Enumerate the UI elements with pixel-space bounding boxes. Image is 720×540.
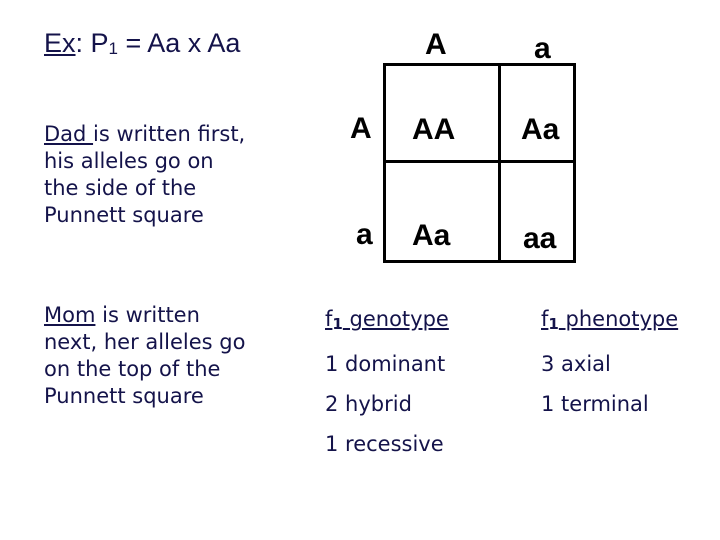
phenotype-row: 1 terminal: [541, 392, 649, 416]
mom-line-1: [44, 302, 245, 329]
phenotype-column: [541, 299, 678, 424]
mom-paragraph: [44, 302, 245, 410]
genotype-heading-rest: genotype: [342, 307, 449, 331]
title-p: : P: [75, 28, 109, 58]
title-cross: = Aa x Aa: [118, 28, 241, 58]
mom-line-4: Punnett square: [44, 384, 204, 408]
mom-line-1-rest: is written: [95, 303, 200, 327]
dad-line-1: [44, 121, 245, 148]
mom-line-3: on the top of the: [44, 357, 221, 381]
phenotype-heading-f: f: [541, 307, 549, 331]
genotype-column: [325, 299, 449, 464]
punnett-cell: Aa: [412, 219, 451, 252]
dad-line-2: his alleles go on: [44, 149, 214, 173]
slide-title: [44, 28, 240, 59]
genotype-heading-f: f: [325, 307, 333, 331]
punnett-cell: aa: [523, 222, 557, 255]
punnett-cell: AA: [412, 113, 456, 146]
genotype-row: 1 dominant: [325, 352, 446, 376]
punnett-cell: Aa: [521, 113, 560, 146]
genotype-row: 2 hybrid: [325, 392, 412, 416]
genotype-heading: [325, 299, 449, 344]
top-allele-2: a: [534, 32, 551, 65]
genotype-heading-sub: 1: [332, 315, 343, 333]
phenotype-heading: [541, 299, 678, 344]
phenotype-heading-rest: phenotype: [558, 307, 679, 331]
dad-line-4: Punnett square: [44, 203, 204, 227]
mom-line-2: next, her alleles go: [44, 330, 246, 354]
phenotype-heading-sub: 1: [548, 315, 559, 333]
example-label: Ex: [44, 28, 76, 58]
mom-word: Mom: [44, 303, 96, 327]
dad-paragraph: [44, 121, 245, 229]
grid-horizontal-divider: [386, 160, 573, 163]
dad-line-1-rest: is written first,: [93, 122, 246, 146]
genotype-row: 1 recessive: [325, 432, 444, 456]
grid-vertical-divider: [498, 66, 501, 260]
top-allele-1: A: [425, 28, 447, 61]
side-allele-2: a: [356, 218, 373, 251]
dad-word: Dad: [44, 122, 94, 146]
title-subscript: 1: [108, 39, 118, 58]
phenotype-row: 3 axial: [541, 352, 611, 376]
side-allele-1: A: [350, 112, 372, 145]
dad-line-3: the side of the: [44, 176, 197, 200]
